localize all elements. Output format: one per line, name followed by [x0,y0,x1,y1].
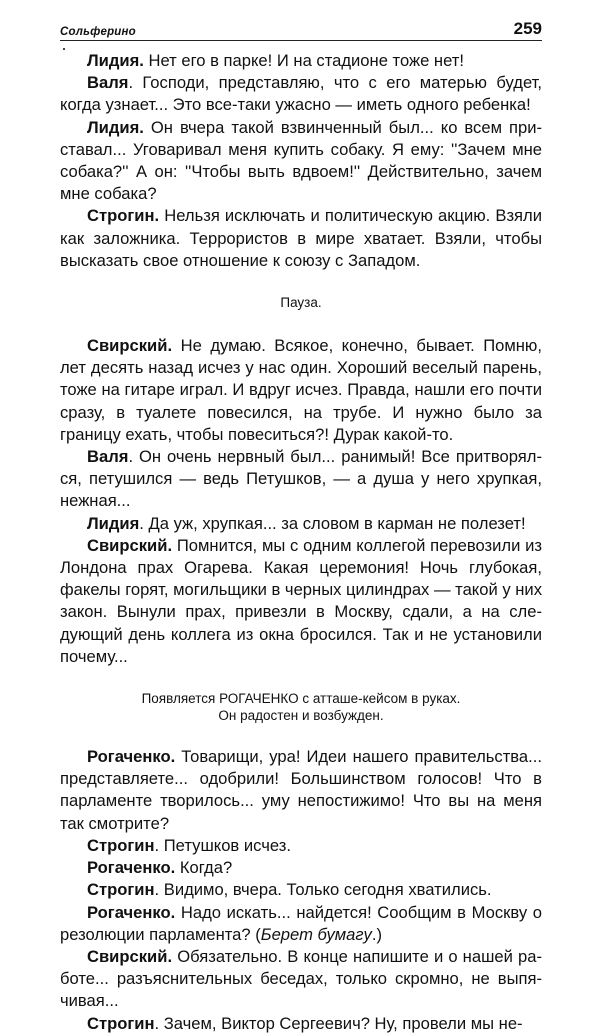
header-rule [60,40,542,41]
dialogue-line [60,879,542,901]
dialogue-text: Когда? [175,858,233,878]
dialogue-text-tail: .) [371,924,382,944]
speaker-name: Валя [87,73,129,93]
stage-direction-line: Появляется РОГАЧЕНКО с атташе-кейсом в руках. [141,691,461,707]
page-number: 259 [513,19,542,38]
dialogue-text: Нет его в парке! И на стадионе тоже нет! [143,51,464,70]
dialogue-text: Обязательно. В конце напишите и о нашей работе... разъяснительных беседах, только скромно, не выпячивая... [60,946,542,1011]
dialogue-text: Надо искать... найдется! Сообщим в Москву о резолюции парламента? ( [60,902,542,944]
speaker-name: Свирский. [87,535,173,555]
dialogue-line [60,446,542,513]
stage-direction-line: Он радостен и возбужден. [218,708,384,724]
dialogue-line [60,857,542,879]
inline-stage-direction: Берет бумагу [260,924,372,944]
speaker-name: Рогаченко. [87,747,176,767]
dialogue-line [60,535,542,668]
dialogue-text: Помнится, мы с одним коллегой перевозили из Лондона прах Огарева. Какая церемония! Ночь глубокая, факелы горят, могильщики в черных цилиндрах — такой у них закон. Вынули прах, привезли в Москву, сдали, а на следующий день коллега из окна бросился. Так и не установили почему... [60,535,542,666]
speaker-name: Валя [87,447,129,467]
speaker-name: Рогаченко. [87,858,176,878]
speaker-name: Строгин. [87,206,160,226]
dialogue-text: . Он очень нервный был... ранимый! Все притворялся, петушился — ведь Петушков, — а душа у него хрупкая, нежная... [60,447,542,511]
play-text [60,50,542,1035]
dialogue-text: Не думаю. Всякое, конечно, бывает. Помню, лет десять назад исчез у нас один. Хороший веселый парень, тоже на гитаре играл. И вдруг исчез. Правда, нашли его почти сразу, в туалете повесился, на трубе. И нужно было за границу ехать, чтобы повеситься?! Дурак какой-то. [60,336,542,444]
dialogue-line [60,946,542,1013]
speaker-name: Лидия [87,513,140,533]
dialogue-text: . Да уж, хрупкая... за словом в карман не полезет! [139,513,526,533]
running-title: Сольферино [60,26,136,38]
speaker-name: Свирский. [87,336,173,356]
dialogue-text: . Петушков исчез. [154,835,291,855]
speaker-name: Лидия. [87,51,144,70]
dialogue-line [60,1013,542,1035]
dialogue-line [60,205,542,272]
dialogue-line [60,746,542,835]
dialogue-line [60,902,542,946]
speaker-name: Рогаченко. [87,902,176,922]
dialogue-line [60,513,542,535]
speaker-name: Строгин [87,835,155,855]
dialogue-text: . Видимо, вчера. Только сегодня хватились. [154,880,492,900]
dialogue-line [60,835,542,857]
running-header [60,20,542,40]
dialogue-text: . Зачем, Виктор Сергеевич? Ну, провели мы не- [154,1013,523,1033]
stage-direction: Пауза. [280,295,322,311]
dialogue-line [60,50,542,72]
speaker-name: Строгин [87,1013,155,1033]
speaker-name: Строгин [87,880,155,900]
dialogue-line [60,117,542,206]
dialogue-text: Нельзя исключать и политическую акцию. Взяли как заложника. Террористов в мире хватает. Взяли, чтобы высказать свое отношение к союзу с Западом. [60,206,542,270]
speaker-name: Лидия. [87,117,144,137]
dialogue-text: Товарищи, ура! Идеи нашего правительства... представляете... одобрили! Большинством голосов! Что в парламенте творилось... уму непостижимо! Что вы на меня так смотрите? [60,747,542,833]
dialogue-line [60,335,542,446]
stage-direction-entrance [60,690,542,724]
speaker-name: Свирский. [87,946,173,966]
dialogue-line [60,72,542,116]
dialogue-text: Он вчера такой взвинченный был... ко всем приставал... Уговаривал меня купить собаку. Я ему: ''Зачем мне собака?'' А он: ''Чтобы выть вдвоем!'' Действительно, зачем мне собака? [60,117,542,204]
dialogue-text: . Господи, представляю, что с его матерью будет, когда узнает... Это все-таки ужасно — иметь одного ребенка! [60,73,542,115]
